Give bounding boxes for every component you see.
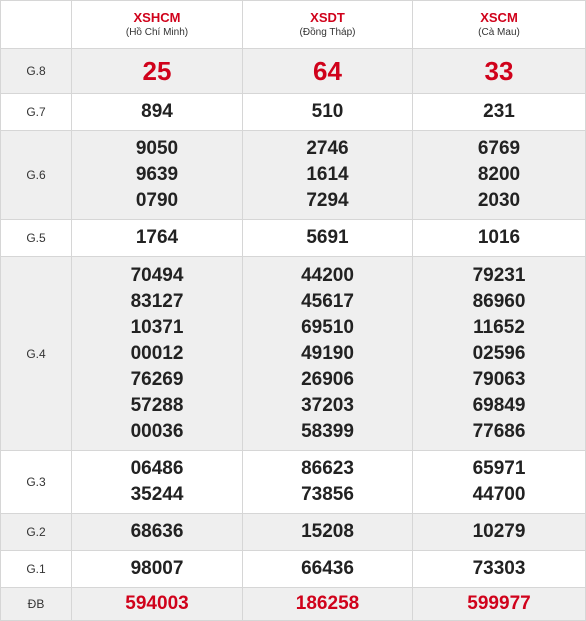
prize-row-5 [1, 257, 586, 451]
prize-cell [243, 94, 413, 131]
header-corner [1, 1, 72, 49]
prize-number: 186258 [295, 593, 360, 614]
prize-cell [72, 131, 243, 220]
prize-number: 231 [483, 101, 515, 122]
station-name: (Cà Mau) [478, 27, 520, 38]
prize-cell [72, 551, 243, 588]
prize-cell [243, 451, 413, 514]
station-header-hcm[interactable] [72, 1, 243, 49]
prize-number: 15208 [301, 521, 354, 542]
prize-number: 57288 [130, 394, 184, 416]
prize-row-3 [1, 131, 586, 220]
prize-number: 70494 [130, 264, 184, 286]
prize-number: 594003 [125, 593, 189, 614]
prize-label: G.2 [1, 514, 72, 551]
prize-number: 65971 [472, 458, 526, 479]
prize-cell [72, 49, 243, 94]
prize-number: 76269 [130, 368, 184, 390]
prize-number: 86623 [301, 458, 354, 479]
prize-number: 02596 [472, 342, 526, 364]
prize-row-2 [1, 94, 586, 131]
station-name: (Đồng Tháp) [299, 27, 356, 38]
station-code[interactable]: XSCM [480, 10, 518, 25]
station-code[interactable]: XSHCM [133, 10, 181, 25]
prize-number: 79063 [472, 368, 526, 390]
prize-number: 599977 [467, 593, 531, 614]
prize-number: 68636 [130, 521, 184, 542]
prize-number: 1614 [306, 164, 349, 185]
prize-number: 66436 [301, 558, 354, 579]
prize-cell [243, 551, 413, 588]
station-code[interactable]: XSDT [310, 10, 345, 25]
prize-label: G.8 [1, 49, 72, 94]
prize-cell [413, 49, 586, 94]
prize-cell [72, 514, 243, 551]
prize-cell [243, 131, 413, 220]
prize-cell [243, 220, 413, 257]
prize-number: 0790 [135, 190, 179, 211]
prize-number: 00036 [130, 420, 184, 442]
prize-label: G.4 [1, 257, 72, 451]
prize-rows [1, 49, 586, 621]
prize-number: 73856 [301, 484, 354, 505]
prize-cell [243, 588, 413, 621]
prize-cell [413, 514, 586, 551]
prize-row-7 [1, 514, 586, 551]
prize-label: G.1 [1, 551, 72, 588]
prize-cell [72, 588, 243, 621]
prize-number: 26906 [301, 368, 354, 390]
prize-number: 5691 [306, 227, 349, 248]
prize-row-1 [1, 49, 586, 94]
prize-cell [243, 514, 413, 551]
prize-number: 2030 [477, 190, 521, 211]
prize-number: 33 [484, 56, 514, 86]
prize-row-8 [1, 551, 586, 588]
prize-number: 44700 [472, 484, 526, 505]
station-header-cm[interactable] [413, 1, 586, 49]
prize-number: 35244 [130, 484, 184, 505]
prize-cell [72, 257, 243, 451]
prize-cell [413, 551, 586, 588]
prize-row-4 [1, 220, 586, 257]
prize-number: 44200 [301, 264, 354, 286]
prize-number: 06486 [130, 458, 184, 479]
prize-cell [413, 451, 586, 514]
prize-number: 45617 [301, 290, 354, 312]
prize-row-6 [1, 451, 586, 514]
prize-number: 6769 [477, 138, 521, 159]
station-name: (Hồ Chí Minh) [125, 27, 189, 38]
prize-label: G.5 [1, 220, 72, 257]
prize-number: 00012 [130, 342, 184, 364]
prize-number: 9639 [135, 164, 179, 185]
prize-cell [413, 131, 586, 220]
station-header-dt[interactable] [243, 1, 413, 49]
prize-cell [72, 220, 243, 257]
prize-number: 77686 [472, 420, 526, 442]
prize-label: ĐB [1, 588, 72, 621]
prize-number: 7294 [306, 190, 349, 211]
prize-number: 510 [311, 101, 344, 122]
prize-number: 9050 [135, 138, 179, 159]
prize-cell [72, 94, 243, 131]
prize-number: 49190 [301, 342, 354, 364]
prize-number: 69849 [472, 394, 526, 416]
prize-number: 1764 [135, 227, 179, 248]
prize-number: 10279 [472, 521, 526, 542]
prize-number: 8200 [477, 164, 521, 185]
prize-cell [243, 49, 413, 94]
prize-number: 79231 [472, 264, 526, 286]
prize-number: 64 [313, 56, 342, 86]
prize-number: 25 [142, 56, 172, 86]
prize-row-9 [1, 588, 586, 621]
prize-number: 83127 [130, 290, 184, 312]
prize-number: 98007 [130, 558, 184, 579]
prize-number: 11652 [473, 316, 525, 338]
prize-cell [243, 257, 413, 451]
prize-number: 37203 [301, 394, 354, 416]
prize-number: 69510 [301, 316, 354, 338]
prize-cell [72, 451, 243, 514]
prize-number: 86960 [472, 290, 526, 312]
prize-number: 73303 [472, 558, 526, 579]
prize-number: 894 [141, 101, 173, 122]
prize-cell [413, 220, 586, 257]
header-row [1, 1, 586, 49]
prize-label: G.3 [1, 451, 72, 514]
prize-cell [413, 588, 586, 621]
prize-label: G.7 [1, 94, 72, 131]
prize-number: 1016 [477, 227, 521, 248]
prize-number: 58399 [301, 420, 354, 442]
prize-label: G.6 [1, 131, 72, 220]
prize-cell [413, 257, 586, 451]
prize-number: 10371 [130, 316, 184, 338]
prize-cell [413, 94, 586, 131]
prize-number: 2746 [306, 138, 349, 159]
